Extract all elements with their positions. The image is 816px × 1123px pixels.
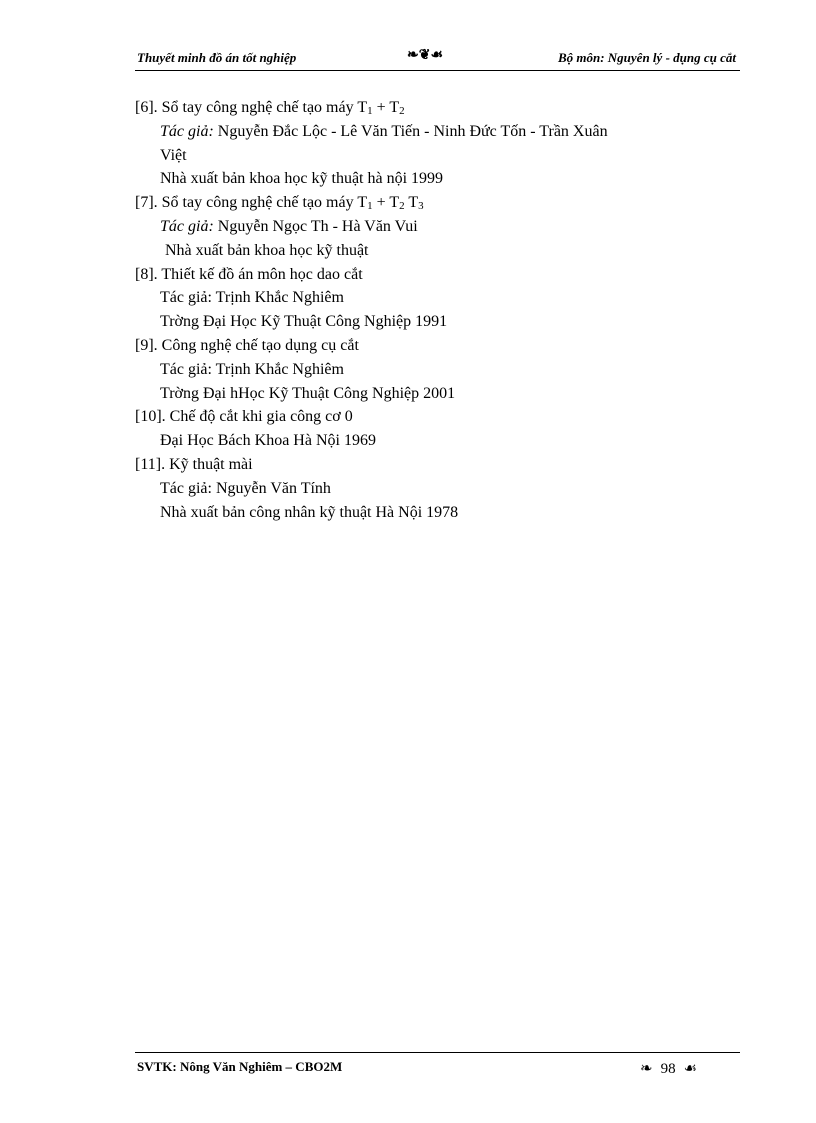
ref-7-publisher: Nhà xuất bản khoa học kỹ thuật [165, 241, 369, 259]
ref-9-publisher: Trờng Đại hHọc Kỹ Thuật Công Nghiệp 2001 [160, 384, 456, 402]
ref-9-title: [9]. Công nghệ chế tạo dụng cụ cắt [135, 336, 359, 354]
ref-8-title: [8]. Thiết kế đồ án môn học dao cắt [135, 265, 363, 283]
ref-6-authors: Tác giả: Nguyễn Đắc Lộc - Lê Văn Tiến - Ninh Đức Tốn - Trần Xuân [160, 122, 608, 140]
page-header [135, 46, 740, 71]
ref-10-title: [10]. Chế độ cắt khi gia công cơ 0 [135, 408, 353, 426]
header-ornament: ❧❦☙ [407, 47, 444, 63]
ref-7-title: [7]. Sổ tay công nghệ chế tạo máy $T_1 + T_2$ $T_3$ [135, 194, 424, 213]
page-footer [135, 1052, 740, 1077]
reference-list [135, 96, 735, 524]
ref-8-publisher: Trờng Đại Học Kỹ Thuật Công Nghiệp 1991 [160, 313, 448, 331]
ref-7-authors: Tác giả: Nguyễn Ngọc Th - Hà Văn Vui [160, 217, 418, 235]
footer-student: SVTK: Nông Văn Nghiêm – CBO2M [137, 1059, 343, 1074]
ref-6-authors-cont: Việt [160, 146, 187, 164]
ref-11-publisher: Nhà xuất bản công nhân kỹ thuật Hà Nội 1978 [160, 503, 459, 521]
ref-10-publisher: Đại Học Bách Khoa Hà Nội 1969 [160, 432, 376, 450]
ref-11-title: [11]. Kỹ thuật mài [135, 455, 253, 473]
ref-6-title: [6]. Sổ tay công nghệ chế tạo máy $T_1 + T_2$ [135, 99, 405, 117]
ornament-right-icon: ☙ [683, 1061, 698, 1077]
ref-6-publisher: Nhà xuất bản khoa học kỹ thuật hà nội 1999 [160, 170, 444, 188]
footer-page-number: ❧ 98 ☙ [640, 1061, 698, 1077]
ref-9-author: Tác giả: Trịnh Khắc Nghiêm [160, 360, 344, 378]
ref-8-author: Tác giả: Trịnh Khắc Nghiêm [160, 289, 344, 307]
ornament-left-icon: ❧ [640, 1061, 653, 1077]
header-thesis-title: Thuyết minh đồ án tốt nghiệp [137, 50, 297, 65]
header-department: Bộ môn: Nguyên lý - dụng cụ cắt [557, 50, 736, 65]
ref-11-author: Tác giả: Nguyễn Văn Tính [160, 479, 331, 497]
